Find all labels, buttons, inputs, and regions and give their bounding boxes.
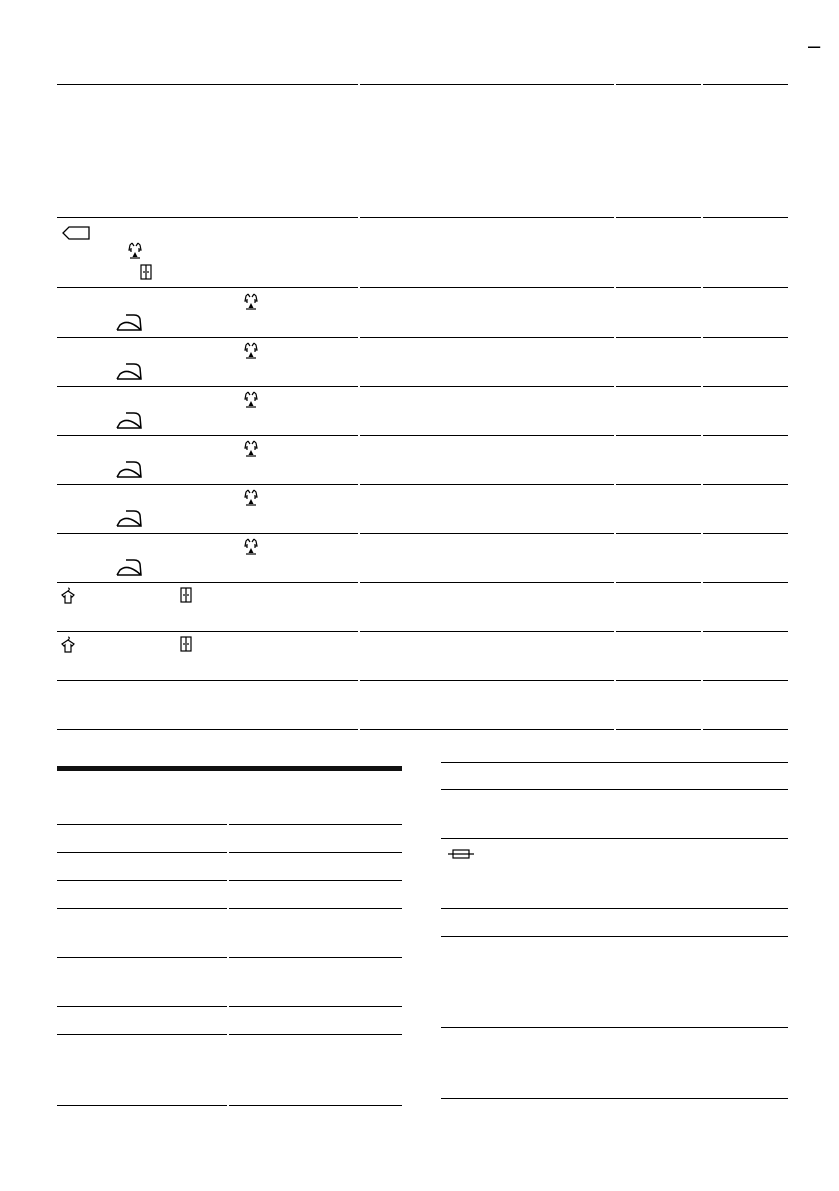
iron-icon <box>116 558 142 576</box>
column-gap <box>227 820 229 1110</box>
specs-right-rule <box>441 789 788 790</box>
specs-left-row-rule <box>57 880 402 881</box>
iron-icon <box>116 362 142 380</box>
specs-left-header-rule <box>57 766 402 771</box>
specs-right-rule <box>441 908 788 909</box>
specs-left-row-rule <box>57 1034 402 1035</box>
label-tag-icon <box>62 226 90 240</box>
table-row-rule <box>57 631 788 632</box>
column-gap <box>701 80 703 732</box>
shirt-recycle-icon <box>244 342 258 360</box>
table-rule-header-top <box>57 84 788 85</box>
iron-icon <box>116 460 142 478</box>
table-row-rule <box>57 287 788 288</box>
iron-icon <box>116 509 142 527</box>
specs-left-row-rule <box>57 1006 402 1007</box>
shirt-hanger-icon <box>60 636 76 654</box>
iron-icon <box>116 411 142 429</box>
shirt-recycle-icon <box>128 242 142 260</box>
iron-icon <box>116 313 142 331</box>
table-row-rule <box>57 386 788 387</box>
margin-mark: – <box>808 33 821 58</box>
column-gap <box>614 80 616 732</box>
shirt-recycle-icon <box>244 489 258 507</box>
specs-right-rule <box>441 936 788 937</box>
table-row-rule <box>57 680 788 681</box>
specs-left-row-rule <box>57 957 402 958</box>
wardrobe-icon <box>180 636 192 652</box>
table-row-rule <box>57 337 788 338</box>
table-row-rule <box>57 582 788 583</box>
table-rule-header-bottom <box>57 217 788 218</box>
shirt-hanger-icon <box>60 587 76 605</box>
specs-right-rule <box>441 762 788 763</box>
table-row-rule <box>57 484 788 485</box>
shirt-recycle-icon <box>244 538 258 556</box>
specs-right-bottom-rule <box>441 1098 788 1099</box>
fuse-icon <box>447 849 475 859</box>
shirt-recycle-icon <box>244 293 258 311</box>
shirt-recycle-icon <box>244 391 258 409</box>
shirt-recycle-icon <box>244 440 258 458</box>
specs-left-bottom-rule <box>57 1105 402 1106</box>
specs-left-row-rule <box>57 852 402 853</box>
specs-left-row-rule <box>57 908 402 909</box>
table-rule-bottom <box>57 729 788 730</box>
wardrobe-icon <box>180 587 192 603</box>
specs-right-rule <box>441 1027 788 1028</box>
specs-left-row-rule <box>57 824 402 825</box>
table-row-rule <box>57 533 788 534</box>
table-row-rule <box>57 435 788 436</box>
wardrobe-icon <box>140 264 152 280</box>
specs-right-rule <box>441 838 788 839</box>
column-gap <box>358 80 360 732</box>
